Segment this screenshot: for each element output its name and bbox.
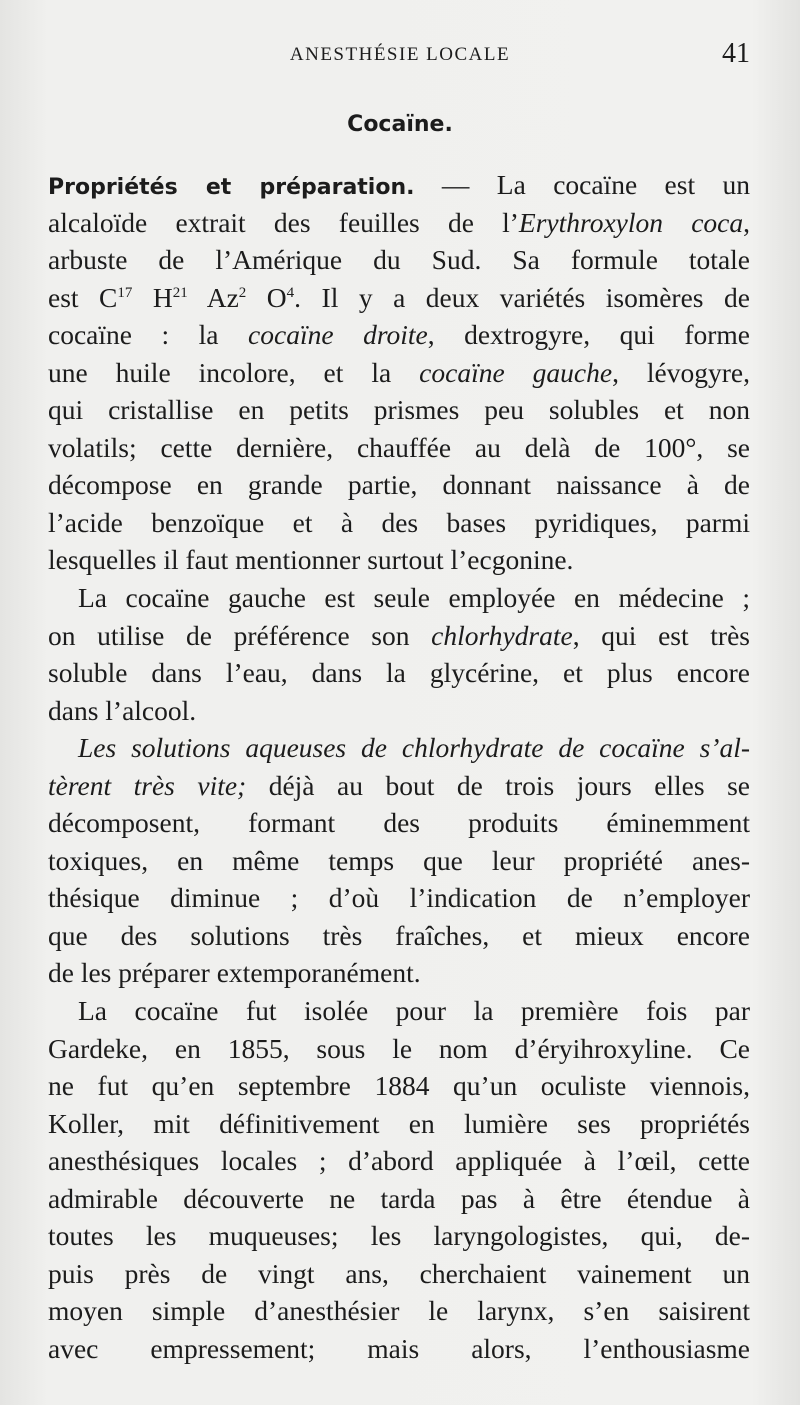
running-header: ANESTHÉSIE LOCALE xyxy=(289,44,511,65)
text-line: La cocaïne fut isolée pour la première fois par xyxy=(78,995,750,1027)
text-line: Les solutions aqueuses de chlorhydrate de cocaïne s’al- xyxy=(78,732,750,764)
page-number: 41 xyxy=(722,38,750,69)
section-title: Cocaïne. xyxy=(347,112,453,137)
text-line: soluble dans l’eau, dans la glycérine, et plus encore xyxy=(48,657,750,689)
text-line: La cocaïne gauche est seule employée en médecine ; xyxy=(78,582,750,614)
text-line: avec empressement; mais alors, l’enthousiasme xyxy=(48,1332,750,1364)
text-line: thésique diminue ; d’où l’indication de n’employer xyxy=(48,882,750,914)
text-line: toxiques, en même temps que leur propriété anes- xyxy=(48,844,750,876)
text-line: l’acide benzoïque et à des bases pyridiques, parmi xyxy=(48,506,750,538)
text-line: décompose en grande partie, donnant naissance à de xyxy=(48,469,750,501)
text-line: qui cristallise en petits prismes peu solubles et non xyxy=(48,394,750,426)
text-line: une huile incolore, et la cocaïne gauche, lévogyre, xyxy=(48,356,750,388)
text-line: lesquelles il faut mentionner surtout l’ecgonine. xyxy=(48,544,574,576)
text-line: de les préparer extemporanément. xyxy=(48,957,421,989)
text-line: admirable découverte ne tarda pas à être étendue à xyxy=(48,1182,750,1214)
text-line: cocaïne : la cocaïne droite, dextrogyre, qui forme xyxy=(48,319,750,351)
text-line: puis près de vingt ans, cherchaient vainement un xyxy=(48,1257,750,1289)
text-line: tèrent très vite; déjà au bout de trois jours elles se xyxy=(48,769,750,801)
text-line: dans l’alcool. xyxy=(48,694,197,726)
text-line: Propriétés et préparation. — La cocaïne est un xyxy=(48,169,750,200)
text-line: est $C^{17}$ $H^{21}$ Az$^2$ $O^4$. Il y a deux variétés isomères de xyxy=(48,281,750,313)
text-line: arbuste de l’Amérique du Sud. Sa formule totale xyxy=(48,244,750,276)
text-line: anesthésiques locales ; d’abord appliquée à l’œil, cette xyxy=(48,1145,750,1177)
subsection-label: Propriétés et préparation. xyxy=(48,175,415,200)
text-line: Gardeke, en 1855, sous le nom d’éryihroxyline. Ce xyxy=(48,1032,750,1064)
text-line: décomposent, formant des produits éminemment xyxy=(48,807,750,839)
text-line: volatils; cette dernière, chauffée au delà de 100°, se xyxy=(48,431,750,463)
text-line: on utilise de préférence son chlorhydrate, qui est très xyxy=(48,619,750,651)
text-line: ne fut qu’en septembre 1884 qu’un oculiste viennois, xyxy=(48,1070,750,1102)
text-line: moyen simple d’anesthésier le larynx, s’en saisirent xyxy=(48,1295,750,1327)
text-line: que des solutions très fraîches, et mieux encore xyxy=(48,919,750,951)
body-text xyxy=(48,166,750,1368)
text-line: toutes les muqueuses; les laryngologistes, qui, de- xyxy=(48,1220,750,1252)
text-line: Koller, mit définitivement en lumière ses propriétés xyxy=(48,1107,750,1139)
text-line: alcaloïde extrait des feuilles de l’Erythroxylon coca, xyxy=(48,206,750,238)
